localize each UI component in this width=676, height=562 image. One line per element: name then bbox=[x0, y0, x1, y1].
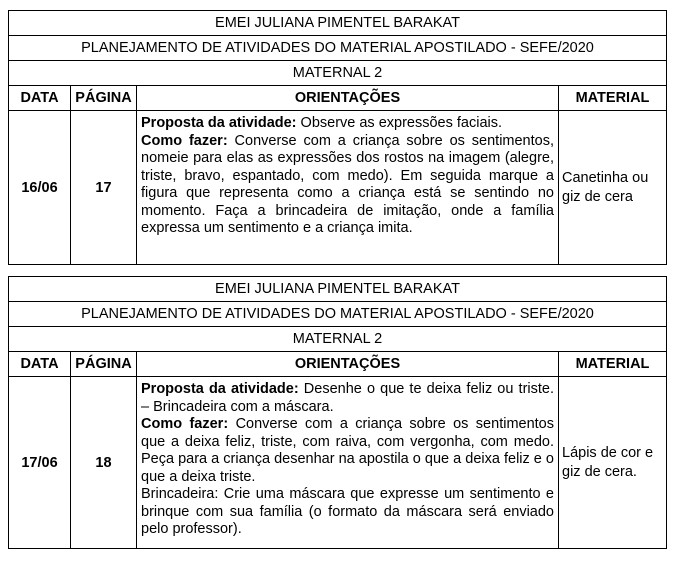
header-material: MATERIAL bbox=[559, 352, 667, 377]
class-name: MATERNAL 2 bbox=[9, 327, 667, 352]
activity-table-2 bbox=[8, 276, 667, 549]
activity-page: 17 bbox=[71, 111, 137, 265]
header-date: DATA bbox=[9, 86, 71, 111]
proposal-label: Proposta da atividade: bbox=[141, 381, 299, 397]
how-label: Como fazer: bbox=[141, 416, 229, 432]
class-name: MATERNAL 2 bbox=[9, 61, 667, 86]
game-text: Brincadeira: Crie uma máscara que expresse um sentimento e brinque com sua família (o formato da máscara será enviado pelo professor). bbox=[141, 486, 554, 537]
plan-title: PLANEJAMENTO DE ATIVIDADES DO MATERIAL APOSTILADO - SEFE/2020 bbox=[9, 36, 667, 61]
activity-table-1 bbox=[8, 10, 667, 265]
how-text: Converse com a criança sobre os sentimentos que a deixa feliz, triste, com raiva, com vergonha, com medo. Peça para a criança desenhar na apostila o que a deixa feliz e o que a deixa triste. bbox=[141, 416, 554, 485]
activity-material: Lápis de cor e giz de cera. bbox=[559, 377, 667, 549]
activity-orientations bbox=[137, 377, 559, 549]
activity-material: Canetinha ou giz de cera bbox=[559, 111, 667, 265]
activity-orientations bbox=[137, 111, 559, 265]
activity-date: 16/06 bbox=[9, 111, 71, 265]
proposal-label: Proposta da atividade: bbox=[141, 115, 297, 131]
activity-page: 18 bbox=[71, 377, 137, 549]
how-text: Converse com a criança sobre os sentimentos, nomeie para elas as expressões dos rostos na imagem (alegre, triste, bravo, espantado, com medo). Em seguida marque a figura que representa como a criança está se sentindo no momento. Faça a brincadeira de imitação, onde a família expressa um sentimento e a criança imita. bbox=[141, 132, 554, 236]
header-material: MATERIAL bbox=[559, 86, 667, 111]
header-orientations: ORIENTAÇÕES bbox=[137, 352, 559, 377]
proposal-text: Desenhe o que te deixa feliz ou triste. – Brincadeira com a máscara. bbox=[141, 381, 554, 415]
plan-title: PLANEJAMENTO DE ATIVIDADES DO MATERIAL APOSTILADO - SEFE/2020 bbox=[9, 302, 667, 327]
header-page: PÁGINA bbox=[71, 86, 137, 111]
school-name: EMEI JULIANA PIMENTEL BARAKAT bbox=[9, 11, 667, 36]
proposal-text: Observe as expressões faciais. bbox=[296, 115, 503, 131]
header-page: PÁGINA bbox=[71, 352, 137, 377]
header-orientations: ORIENTAÇÕES bbox=[137, 86, 559, 111]
school-name: EMEI JULIANA PIMENTEL BARAKAT bbox=[9, 277, 667, 302]
activity-date: 17/06 bbox=[9, 377, 71, 549]
how-label: Como fazer: bbox=[141, 132, 228, 149]
header-date: DATA bbox=[9, 352, 71, 377]
